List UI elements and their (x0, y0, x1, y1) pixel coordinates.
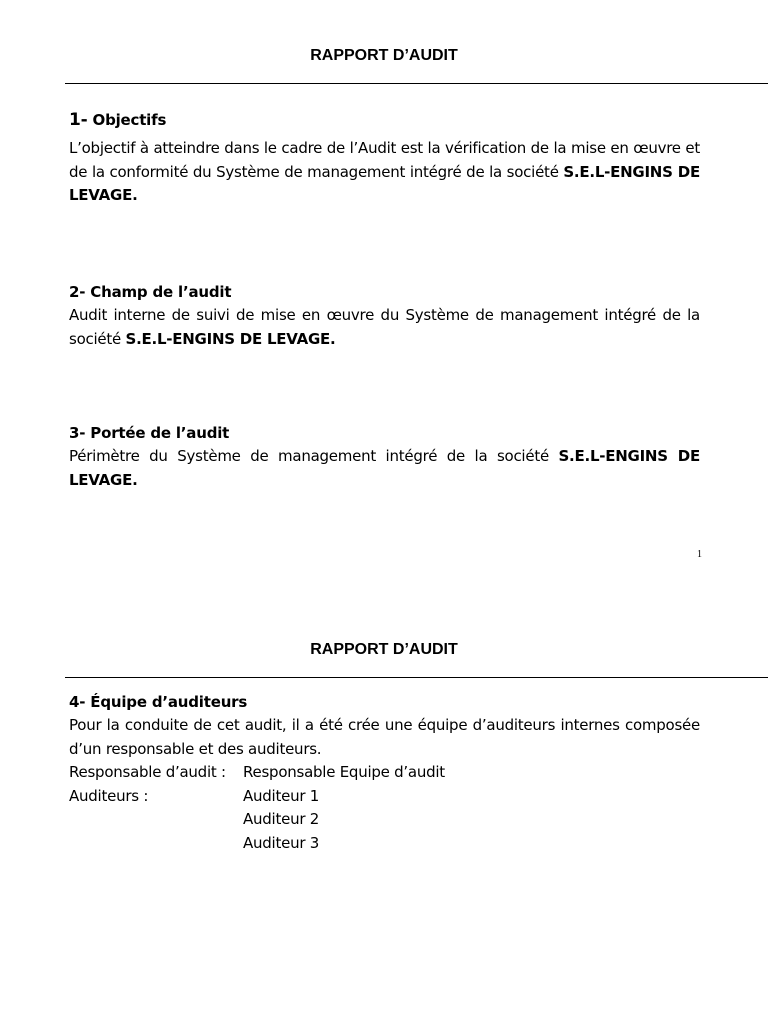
section-portee (69, 421, 700, 492)
company-name: S.E.L-ENGINS DE LEVAGE. (125, 329, 336, 348)
page-header: RAPPORT D’AUDIT (310, 47, 458, 64)
section-number: 4- (69, 693, 86, 711)
header-rule (65, 677, 768, 678)
auditor-name: Auditeur 1 (243, 786, 320, 805)
section-title: Équipe d’auditeurs (90, 693, 248, 711)
section-paragraph: Pour la conduite de cet audit, il a été crée une équipe d’auditeurs internes composée d’un responsable et des auditeurs. (69, 716, 700, 758)
auditors-row (69, 785, 700, 809)
section-heading (69, 108, 700, 132)
section-equipe (69, 690, 700, 855)
spacer (69, 808, 243, 832)
lead-auditor-value: Responsable Equipe d’audit (243, 763, 445, 781)
section-paragraph (69, 445, 700, 492)
paragraph-text: Audit interne de suivi de mise en œuvre du Système de management intégré de la société (69, 306, 700, 348)
section-title: Objectifs (92, 111, 167, 129)
company-name: S.E.L-ENGINS DE LEVAGE. (69, 162, 701, 204)
lead-auditor-label: Responsable d’audit : (69, 763, 226, 781)
lead-auditor-row (69, 761, 700, 785)
section-number: 2- (69, 283, 86, 301)
section-heading (69, 280, 700, 304)
auditor-name: Auditeur 2 (243, 810, 320, 828)
header-rule (65, 83, 768, 84)
company-name: S.E.L-ENGINS DE LEVAGE. (69, 447, 700, 489)
auditors-label: Auditeurs : (69, 786, 149, 805)
page-header: RAPPORT D’AUDIT (310, 641, 458, 658)
auditor-name: Auditeur 3 (243, 833, 320, 852)
section-number: 1- (69, 110, 88, 130)
auditors-row (69, 832, 700, 856)
paragraph-text: Périmètre du Système de management intégré de la société (69, 447, 559, 465)
section-title: Champ de l’audit (90, 283, 232, 301)
paragraph-text: L’objectif à atteindre dans le cadre de l’Audit est la vérification de la mise en œuvre et de la conformité du Système de management intégré de la société (69, 139, 700, 181)
section-heading (69, 690, 700, 714)
section-heading (69, 421, 700, 445)
section-paragraph (69, 137, 700, 208)
section-champ (69, 280, 700, 351)
section-objectifs (69, 108, 700, 208)
section-paragraph (69, 304, 700, 351)
page-number: 1 (697, 549, 702, 560)
section-title: Portée de l’audit (90, 424, 230, 442)
section-number: 3- (69, 424, 86, 442)
auditors-row (69, 808, 700, 832)
spacer (69, 832, 243, 856)
